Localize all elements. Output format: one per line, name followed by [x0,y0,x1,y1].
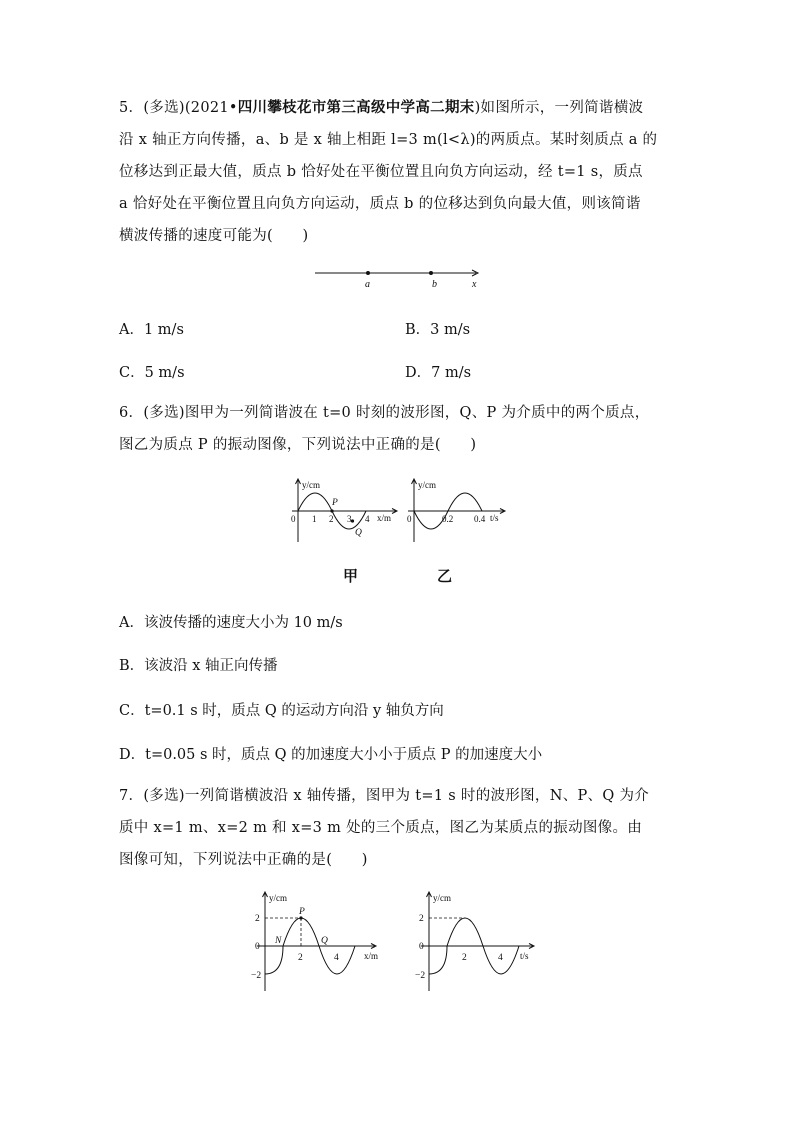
q5-option-c[interactable]: C．5 m/s [119,365,185,381]
q5-label-a: a [365,279,370,290]
q7-line-2: 质中 x=1 m、x=2 m 和 x=3 m 处的三个质点，图乙为某质点的振动图像。由 [119,820,643,836]
svg-text:y/cm: y/cm [418,480,436,490]
q6-option-b[interactable]: B．该波沿 x 轴正向传播 [119,658,278,674]
svg-text:1: 1 [312,514,317,524]
q6-label-p: P [332,498,338,508]
svg-text:−2: −2 [251,971,262,981]
svg-text:t/s: t/s [520,951,529,961]
q5-option-b[interactable]: B．3 m/s [405,322,471,338]
q6-option-c[interactable]: C．t=0.1 s 时，质点 Q 的运动方向沿 y 轴负方向 [119,703,444,719]
q6-label-q: Q [355,528,362,538]
q5-label-x: x [472,279,477,290]
q5-line-4: a 恰好处在平衡位置且向负方向运动，质点 b 的位移达到负向最大值，则该简谐 [119,196,641,212]
svg-text:4: 4 [334,953,339,963]
q7-figure-yi [415,889,550,999]
q6-line-2: 图乙为质点 P 的振动图像，下列说法中正确的是( ) [119,437,477,453]
q7-label-p: P [299,907,305,917]
q5-point-a [366,271,370,275]
svg-text:y/cm: y/cm [433,893,451,903]
svg-text:x/m: x/m [377,513,392,523]
q6-caption-jia: 甲 [343,567,359,585]
q6-option-d[interactable]: D．t=0.05 s 时，质点 Q 的加速度大小小于质点 P 的加速度大小 [119,747,543,763]
svg-text:y/cm: y/cm [302,480,320,490]
svg-text:2: 2 [462,953,467,963]
q6-figure-yi [404,476,510,546]
svg-text:y/cm: y/cm [269,893,287,903]
svg-text:0: 0 [255,942,260,952]
q5-line-1: 5．(多选)(2021•四川攀枝花市第三高级中学高二期末)如图所示，一列简谐横波 [119,99,644,116]
svg-text:2: 2 [298,953,303,963]
svg-text:0: 0 [407,514,412,524]
q5-point-b [429,271,433,275]
q7-label-n: N [275,936,282,946]
svg-text:2: 2 [419,914,424,924]
q5-line-3: 位移达到正最大值，质点 b 恰好处在平衡位置且向负方向运动，经 t=1 s，质点 [119,164,643,180]
q6-figure-jia [288,476,400,546]
q7-line-1: 7．(多选)一列简谐横波沿 x 轴传播，图甲为 t=1 s 时的波形图，N、P、Q 为介 [119,788,650,804]
q7-line-3: 图像可知，下列说法中正确的是( ) [119,852,368,868]
q5-figure [310,262,490,292]
q6-line-1: 6．(多选)图甲为一列简谐波在 t=0 时刻的波形图，Q、P 为介质中的两个质点， [119,405,650,421]
svg-text:2: 2 [255,914,260,924]
svg-text:0.2: 0.2 [442,514,454,524]
q5-line-2: 沿 x 轴正方向传播，a、b 是 x 轴上相距 l=3 m(l<λ)的两质点。某时刻质点 a 的 [119,132,658,148]
q7-figure-jia [251,889,391,999]
svg-text:4: 4 [498,953,503,963]
svg-text:0: 0 [291,514,296,524]
q5-line-5: 横波传播的速度可能为( ) [119,228,309,244]
svg-text:−2: −2 [415,971,426,981]
svg-text:0: 0 [419,942,424,952]
q7-label-q: Q [321,936,328,946]
svg-text:2: 2 [329,514,334,524]
q5-option-d[interactable]: D．7 m/s [405,365,472,381]
svg-text:x/m: x/m [364,951,379,961]
q5-label-b: b [432,279,437,290]
q5-option-a[interactable]: A．1 m/s [119,322,184,338]
q6-option-a[interactable]: A．该波传播的速度大小为 10 m/s [119,615,343,631]
svg-text:0.4: 0.4 [474,514,486,524]
svg-text:t/s: t/s [490,513,499,523]
q6-caption-yi: 乙 [437,567,453,585]
svg-text:4: 4 [365,514,370,524]
svg-text:3: 3 [347,514,352,524]
